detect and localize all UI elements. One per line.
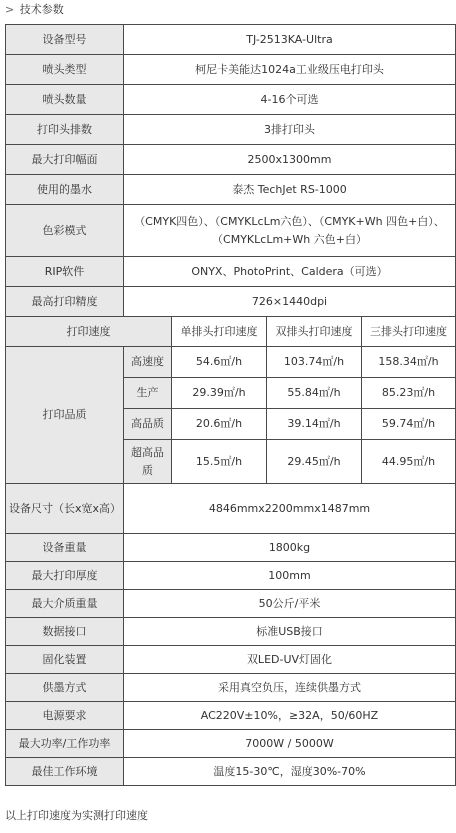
- table-row: [6, 145, 456, 175]
- spec-value: 726×1440dpi: [124, 287, 456, 317]
- spec-label: 最大介质重量: [6, 590, 124, 618]
- speed-value: 29.45㎡/h: [267, 440, 362, 484]
- chevron-right-icon: >: [5, 3, 15, 16]
- spec-label: 电源要求: [6, 702, 124, 730]
- spec-value: 1800kg: [124, 534, 456, 562]
- spec-value: 2500x1300mm: [124, 145, 456, 175]
- speed-value: 54.6㎡/h: [172, 347, 267, 378]
- spec-label: 固化装置: [6, 646, 124, 674]
- table-row: [6, 85, 456, 115]
- table-row: [6, 590, 456, 618]
- table-row: [6, 484, 456, 534]
- speed-value: 85.23㎡/h: [362, 378, 456, 409]
- table-row: [6, 702, 456, 730]
- table-row: [6, 257, 456, 287]
- quality-label: 打印品质: [6, 347, 124, 484]
- speed-value: 55.84㎡/h: [267, 378, 362, 409]
- table-row: [6, 562, 456, 590]
- spec-label: 使用的墨水: [6, 175, 124, 205]
- section-title: [5, 2, 64, 18]
- spec-value: ONYX、PhotoPrint、Caldera（可选）: [124, 257, 456, 287]
- spec-value: 采用真空负压，连续供墨方式: [124, 674, 456, 702]
- spec-label: 最大功率/工作功率: [6, 730, 124, 758]
- spec-label: 设备型号: [6, 25, 124, 55]
- spec-value: TJ-2513KA-Ultra: [124, 25, 456, 55]
- table-row: [6, 115, 456, 145]
- table-row: [6, 287, 456, 317]
- spec-value: 双LED-UV灯固化: [124, 646, 456, 674]
- table-row: [6, 55, 456, 85]
- speed-value: 59.74㎡/h: [362, 409, 456, 440]
- quality-mode: 生产: [124, 378, 172, 409]
- table-row: [6, 646, 456, 674]
- table-row: [6, 534, 456, 562]
- spec-value: 柯尼卡美能达1024a工业级压电打印头: [124, 55, 456, 85]
- quality-mode: 超高品质: [124, 440, 172, 484]
- spec-label: 数据接口: [6, 618, 124, 646]
- speed-value: 158.34㎡/h: [362, 347, 456, 378]
- spec-label: 最大打印厚度: [6, 562, 124, 590]
- table-row: [6, 347, 456, 378]
- table-row: [6, 25, 456, 55]
- speed-value: 29.39㎡/h: [172, 378, 267, 409]
- spec-value: 3排打印头: [124, 115, 456, 145]
- spec-value: 泰杰 TechJet RS-1000: [124, 175, 456, 205]
- spec-label: 设备尺寸（长x宽x高）: [6, 484, 124, 534]
- spec-value: 4-16个可选: [124, 85, 456, 115]
- speed-header: 三排头打印速度: [362, 317, 456, 347]
- quality-mode: 高品质: [124, 409, 172, 440]
- speed-label: 打印速度: [6, 317, 172, 347]
- table-row: [6, 317, 456, 347]
- spec-table: [5, 24, 456, 786]
- spec-value: 100mm: [124, 562, 456, 590]
- spec-value: 4846mmx2200mmx1487mm: [124, 484, 456, 534]
- table-row: [6, 618, 456, 646]
- spec-value: 50公斤/平米: [124, 590, 456, 618]
- spec-value: 温度15-30℃，湿度30%-70%: [124, 758, 456, 786]
- spec-label: 设备重量: [6, 534, 124, 562]
- spec-label: 色彩模式: [6, 205, 124, 257]
- spec-value: 7000W / 5000W: [124, 730, 456, 758]
- spec-value: AC220V±10%，≥32A，50/60HZ: [124, 702, 456, 730]
- spec-label: 喷头数量: [6, 85, 124, 115]
- table-row: [6, 758, 456, 786]
- table-row: [6, 674, 456, 702]
- speed-value: 44.95㎡/h: [362, 440, 456, 484]
- spec-value: 标准USB接口: [124, 618, 456, 646]
- footer-note: 以上打印速度为实测打印速度: [5, 809, 148, 822]
- spec-value: （CMYK四色）、（CMYKLcLm六色）、（CMYK+Wh 四色+白）、（CMYKLcLm+Wh 六色+白）: [124, 205, 456, 257]
- speed-value: 103.74㎡/h: [267, 347, 362, 378]
- quality-mode: 高速度: [124, 347, 172, 378]
- table-row: [6, 205, 456, 257]
- table-row: [6, 175, 456, 205]
- spec-label: 供墨方式: [6, 674, 124, 702]
- spec-label: 最大打印幅面: [6, 145, 124, 175]
- spec-label: RIP软件: [6, 257, 124, 287]
- spec-label: 喷头类型: [6, 55, 124, 85]
- spec-label: 最高打印精度: [6, 287, 124, 317]
- speed-header: 单排头打印速度: [172, 317, 267, 347]
- table-row: [6, 730, 456, 758]
- speed-value: 39.14㎡/h: [267, 409, 362, 440]
- spec-label: 打印头排数: [6, 115, 124, 145]
- speed-value: 20.6㎡/h: [172, 409, 267, 440]
- section-title-text: 技术参数: [19, 3, 64, 16]
- speed-value: 15.5㎡/h: [172, 440, 267, 484]
- speed-header: 双排头打印速度: [267, 317, 362, 347]
- spec-label: 最佳工作环境: [6, 758, 124, 786]
